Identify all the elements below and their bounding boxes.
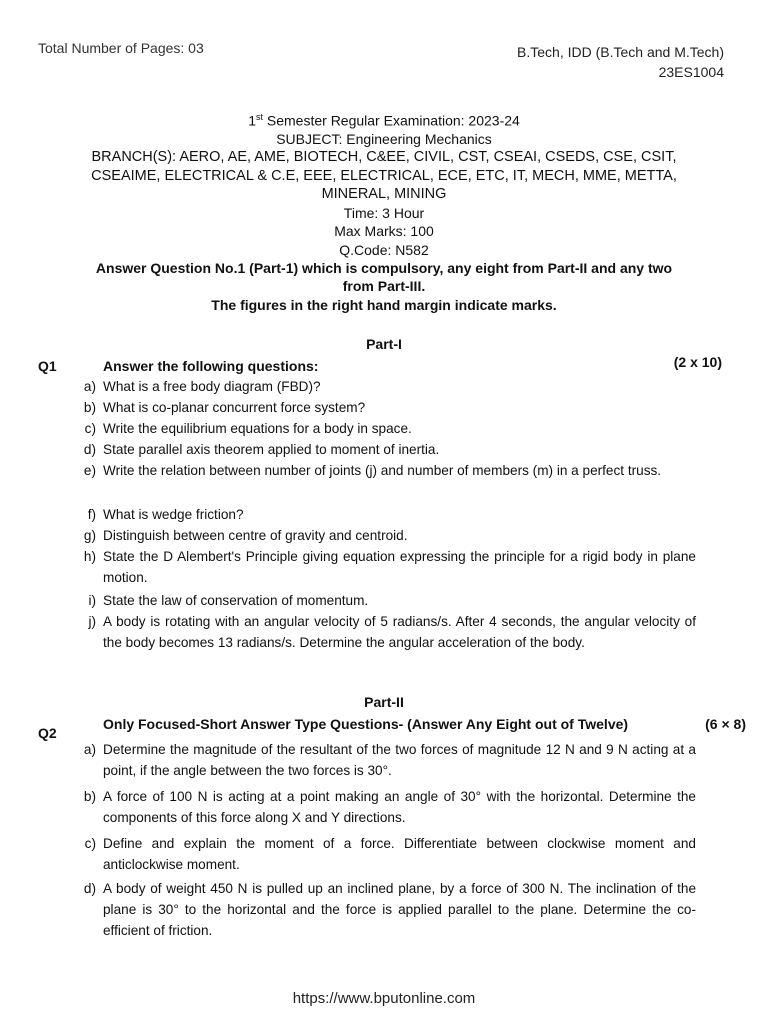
item-text: A body of weight 450 N is pulled up an inclined plane, by a force of 300 N. The inclination of the plane is 30° to the horizontal and the force is applied parallel to the plane. Determine the co-efficient of friction. bbox=[103, 881, 696, 938]
time-line: Time: 3 Hour bbox=[343, 204, 425, 221]
item-text: State the D Alembert's Principle giving equation expressing the principle for a rigid body in plane motion. bbox=[103, 549, 696, 585]
part-1-title: Part-I bbox=[366, 336, 402, 352]
item-label: g) bbox=[83, 528, 96, 543]
branch-line-3: MINERAL, MINING bbox=[321, 186, 447, 203]
q2-item-d bbox=[66, 878, 696, 941]
q2-item-a bbox=[66, 739, 696, 781]
q1-item-g bbox=[66, 525, 696, 546]
q1-label: Q1 bbox=[38, 358, 57, 374]
item-text: What is a free body diagram (FBD)? bbox=[103, 379, 321, 394]
item-label: f) bbox=[87, 507, 96, 522]
q2-item-b bbox=[66, 786, 696, 828]
branch-line-1: BRANCH(S): AERO, AE, AME, BIOTECH, C&EE, CIVIL, CST, CSEAI, CSEDS, CSE, CSIT, bbox=[91, 149, 677, 166]
footer-url: https://www.bputonline.com bbox=[292, 990, 476, 1007]
q1-item-a bbox=[66, 376, 696, 397]
q2-item-c bbox=[66, 833, 696, 875]
q1-item-e bbox=[66, 460, 696, 481]
q1-item-c bbox=[66, 418, 696, 439]
q2-heading: Only Focused-Short Answer Type Questions- (Answer Any Eight out of Twelve) bbox=[103, 716, 629, 732]
item-label: e) bbox=[83, 463, 96, 478]
total-pages-label: Total Number of Pages: 03 bbox=[38, 40, 204, 56]
part-2-title: Part-II bbox=[364, 694, 404, 710]
item-text: A body is rotating with an angular velocity of 5 radians/s. After 4 seconds, the angular velocity of the body becomes 13 radians/s. Determine the angular acceleration of the body. bbox=[103, 614, 696, 650]
exam-name: Semester Regular Examination: 2023-24 bbox=[266, 112, 520, 129]
q1-item-f bbox=[66, 504, 696, 525]
instruction-line-3: The figures in the right hand margin indicate marks. bbox=[211, 296, 557, 313]
q1-heading: Answer the following questions: bbox=[103, 358, 319, 374]
item-text: Write the equilibrium equations for a body in space. bbox=[103, 421, 412, 436]
item-text: Write the relation between number of joints (j) and number of members (m) in a perfect truss. bbox=[103, 463, 662, 478]
exam-number: 1 bbox=[248, 112, 256, 129]
q2-marks: (6 × 8) bbox=[705, 716, 746, 732]
q1-item-j bbox=[66, 611, 696, 653]
exam-title bbox=[40, 108, 728, 130]
qcode-line: Q.Code: N582 bbox=[339, 241, 429, 258]
q1-marks: (2 x 10) bbox=[673, 354, 722, 370]
instruction-line-1: Answer Question No.1 (Part-1) which is compulsory, any eight from Part-II and any two bbox=[95, 259, 673, 276]
course-code: 23ES1004 bbox=[658, 64, 724, 80]
item-label: b) bbox=[83, 789, 96, 804]
item-label: c) bbox=[84, 421, 96, 436]
branch-line-2: CSEAIME, ELECTRICAL & C.E, EEE, ELECTRICAL, ECE, ETC, IT, MECH, MME, METTA, bbox=[91, 167, 677, 184]
course-info bbox=[517, 42, 724, 82]
item-text: A force of 100 N is acting at a point making an angle of 30° with the horizontal. Determine the components of this force along X and Y directions. bbox=[103, 789, 696, 825]
item-text: Determine the magnitude of the resultant of the two forces of magnitude 12 N and 9 N acting at a point, if the angle between the two forces is 30°. bbox=[103, 742, 696, 778]
max-marks-line: Max Marks: 100 bbox=[334, 223, 434, 240]
item-text: State parallel axis theorem applied to moment of inertia. bbox=[103, 442, 440, 457]
q1-item-d bbox=[66, 439, 696, 460]
q1-item-i bbox=[66, 590, 696, 611]
subject-line: SUBJECT: Engineering Mechanics bbox=[276, 131, 492, 148]
exam-number-suffix: st bbox=[255, 112, 263, 122]
item-label: b) bbox=[83, 400, 96, 415]
item-text: Distinguish between centre of gravity and centroid. bbox=[103, 528, 408, 543]
item-label: j) bbox=[88, 614, 96, 629]
item-label: c) bbox=[84, 836, 96, 851]
exam-header bbox=[40, 108, 728, 314]
item-label: d) bbox=[83, 442, 96, 457]
course-label: B.Tech, IDD (B.Tech and M.Tech) bbox=[517, 44, 724, 60]
q1-item-b bbox=[66, 397, 696, 418]
item-text: What is co-planar concurrent force system? bbox=[103, 400, 366, 415]
q1-item-h bbox=[66, 546, 696, 588]
item-text: State the law of conservation of momentum. bbox=[103, 593, 369, 608]
item-label: i) bbox=[88, 593, 96, 608]
item-label: h) bbox=[83, 549, 96, 564]
item-label: a) bbox=[83, 742, 96, 757]
item-text: Define and explain the moment of a force. Differentiate between clockwise moment and anticlockwise moment. bbox=[103, 836, 696, 872]
item-label: d) bbox=[83, 881, 96, 896]
item-label: a) bbox=[83, 379, 96, 394]
q2-label: Q2 bbox=[38, 725, 57, 741]
instruction-line-2: from Part-III. bbox=[342, 278, 426, 295]
item-text: What is wedge friction? bbox=[103, 507, 244, 522]
